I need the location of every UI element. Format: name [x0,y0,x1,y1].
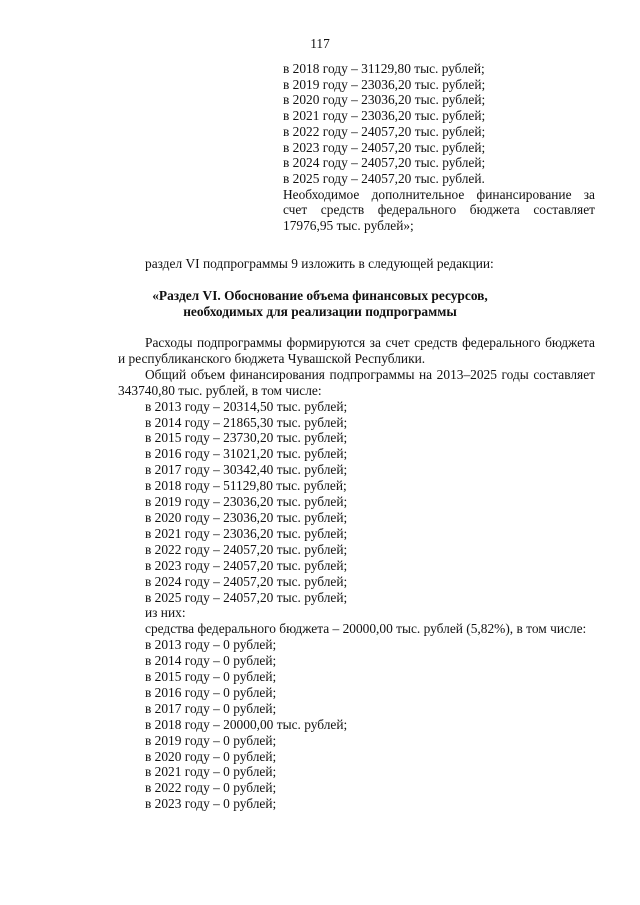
list-item: в 2013 году – 0 рублей; [145,637,277,653]
list-item: в 2022 году – 0 рублей; [145,780,277,796]
year-line: в 2023 году – 24057,20 тыс. рублей; [283,139,486,155]
year-line: в 2022 году – 24057,20 тыс. рублей; [283,123,486,139]
list-item: в 2023 году – 24057,20 тыс. рублей; [145,557,348,573]
amendment-instruction: раздел VI подпрограммы 9 изложить в следующей редакции: [145,256,494,271]
year-line: в 2019 году – 23036,20 тыс. рублей; [283,76,486,92]
list-item: в 2025 году – 24057,20 тыс. рублей; [145,589,348,605]
year-line: в 2020 году – 23036,20 тыс. рублей; [283,92,486,108]
list-item: в 2016 году – 31021,20 тыс. рублей; [145,446,348,462]
list-item: в 2023 году – 0 рублей; [145,796,277,812]
paragraph-expenses: Расходы подпрограммы формируются за счет средств федерального бюджета и республиканского бюджета Чувашской Республики. [118,335,595,366]
year-line: в 2018 году – 31129,80 тыс. рублей; [283,61,485,76]
section-heading [45,288,595,320]
federal-years-list [118,637,595,812]
list-item: в 2024 году – 24057,20 тыс. рублей; [145,573,348,589]
year-line: в 2024 году – 24057,20 тыс. рублей; [283,155,486,171]
total-years-list [118,399,595,606]
list-item: в 2018 году – 51129,80 тыс. рублей; [145,478,347,494]
list-item: в 2014 году – 21865,30 тыс. рублей; [145,414,348,430]
list-item: в 2021 году – 23036,20 тыс. рублей; [145,525,348,541]
list-item: в 2022 году – 24057,20 тыс. рублей; [145,541,348,557]
list-item: в 2015 году – 0 рублей; [145,669,277,685]
section-heading-line1: «Раздел VI. Обоснование объема финансовых ресурсов, [152,288,488,303]
page-number: 117 [310,36,330,51]
list-item: в 2019 году – 23036,20 тыс. рублей; [145,494,348,510]
federal-budget-intro: средства федерального бюджета – 20000,00 тыс. рублей (5,82%), в том числе: [145,621,587,637]
of-them-label: из них: [145,605,186,621]
section-heading-line2: необходимых для реализации подпрограммы [183,304,457,319]
list-item: в 2016 году – 0 рублей; [145,684,277,700]
list-item: в 2019 году – 0 рублей; [145,732,277,748]
list-item: в 2014 году – 0 рублей; [145,653,277,669]
year-line: в 2025 году – 24057,20 тыс. рублей. [283,170,485,186]
list-item: в 2020 году – 0 рублей; [145,748,277,764]
list-item: в 2020 году – 23036,20 тыс. рублей; [145,509,348,525]
list-item: в 2021 году – 0 рублей; [145,764,277,780]
section-body [118,335,595,812]
list-item: в 2017 году – 30342,40 тыс. рублей; [145,462,348,478]
year-line: в 2021 году – 23036,20 тыс. рублей; [283,108,486,124]
list-item: в 2015 году – 23730,20 тыс. рублей; [145,430,348,446]
additional-financing-text: Необходимое дополнительное финансирование за счет средств федерального бюджета составляет 17976,95 тыс. рублей»; [283,186,595,234]
list-item: в 2018 году – 20000,00 тыс. рублей; [145,716,348,732]
list-item: в 2013 году – 20314,50 тыс. рублей; [145,398,348,414]
top-financing-block [283,61,595,234]
list-item: в 2017 году – 0 рублей; [145,700,277,716]
paragraph-total-volume: Общий объем финансирования подпрограммы на 2013–2025 годы составляет 343740,80 тыс. рублей, в том числе: [118,366,595,398]
